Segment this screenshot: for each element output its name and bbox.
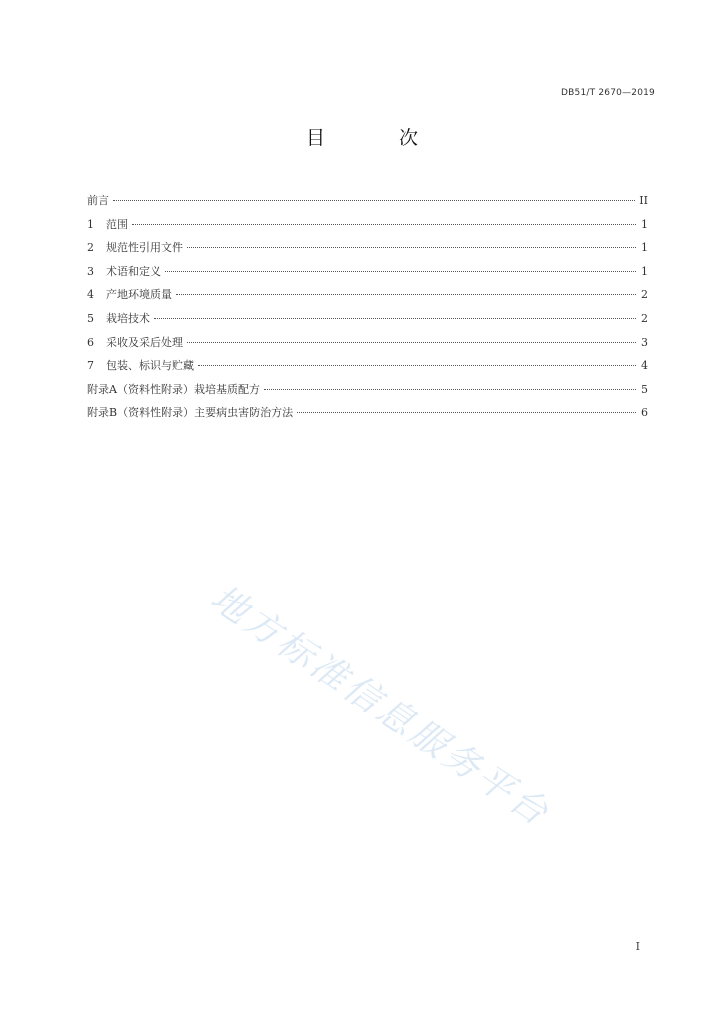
- toc-title: 目 次: [305, 127, 453, 149]
- toc-entry-page: 4: [641, 359, 648, 373]
- toc-entry-text: 产地环境质量: [106, 288, 172, 302]
- toc-leader-dots: [198, 365, 636, 366]
- toc-entry-page: II: [639, 194, 648, 207]
- toc-entry-text: 包装、标识与贮藏: [106, 359, 194, 373]
- toc-leader-dots: [264, 389, 636, 390]
- toc-entry-appendix-b[interactable]: [87, 404, 648, 428]
- toc-entry-environment-quality[interactable]: [87, 286, 648, 310]
- toc-leader-dots: [297, 412, 636, 413]
- toc-entry-cultivation[interactable]: [87, 310, 648, 334]
- table-of-contents: [87, 192, 648, 428]
- toc-entry-text: 前言: [87, 194, 109, 207]
- toc-entry-number: 4: [87, 288, 94, 302]
- toc-leader-dots: [187, 247, 636, 248]
- toc-leader-dots: [176, 294, 636, 295]
- toc-entry-packaging[interactable]: [87, 357, 648, 381]
- toc-entry-normative-references[interactable]: [87, 239, 648, 263]
- toc-entry-appendix-a[interactable]: [87, 381, 648, 405]
- toc-leader-dots: [132, 224, 636, 225]
- page-number: I: [635, 940, 640, 953]
- toc-entry-page: 1: [641, 241, 648, 255]
- toc-leader-dots: [154, 318, 636, 319]
- toc-entry-number: 1: [87, 217, 94, 231]
- toc-entry-page: 6: [641, 406, 648, 420]
- toc-entry-number: 2: [87, 241, 94, 255]
- toc-entry-terms-definitions[interactable]: [87, 263, 648, 287]
- toc-entry-number: 3: [87, 264, 94, 278]
- toc-entry-page: 2: [641, 288, 648, 302]
- document-code: DB51/T 2670—2019: [561, 88, 655, 98]
- toc-entry-text: 术语和定义: [106, 264, 161, 278]
- toc-entry-page: 5: [641, 382, 648, 396]
- toc-entry-text: 栽培技术: [106, 311, 150, 325]
- toc-entry-page: 1: [641, 217, 648, 231]
- watermark: 地方标准信息服务平台: [203, 577, 558, 836]
- toc-entry-text: 范围: [106, 217, 128, 231]
- toc-entry-scope[interactable]: [87, 216, 648, 240]
- toc-leader-dots: [165, 271, 636, 272]
- toc-entry-number: 5: [87, 311, 94, 325]
- toc-entry-harvest[interactable]: [87, 334, 648, 358]
- toc-entry-number: 6: [87, 335, 94, 349]
- toc-entry-text: 采收及采后处理: [106, 335, 183, 349]
- toc-entry-foreword[interactable]: [87, 192, 648, 216]
- toc-entry-page: 2: [641, 311, 648, 325]
- toc-entry-number: 7: [87, 359, 94, 373]
- toc-entry-page: 1: [641, 264, 648, 278]
- toc-entry-text: 附录B（资料性附录）主要病虫害防治方法: [87, 406, 294, 420]
- toc-leader-dots: [113, 200, 635, 201]
- toc-entry-text: 规范性引用文件: [106, 241, 183, 255]
- toc-entry-text: 附录A（资料性附录）栽培基质配方: [87, 382, 260, 396]
- toc-entry-page: 3: [641, 335, 648, 349]
- toc-leader-dots: [187, 342, 636, 343]
